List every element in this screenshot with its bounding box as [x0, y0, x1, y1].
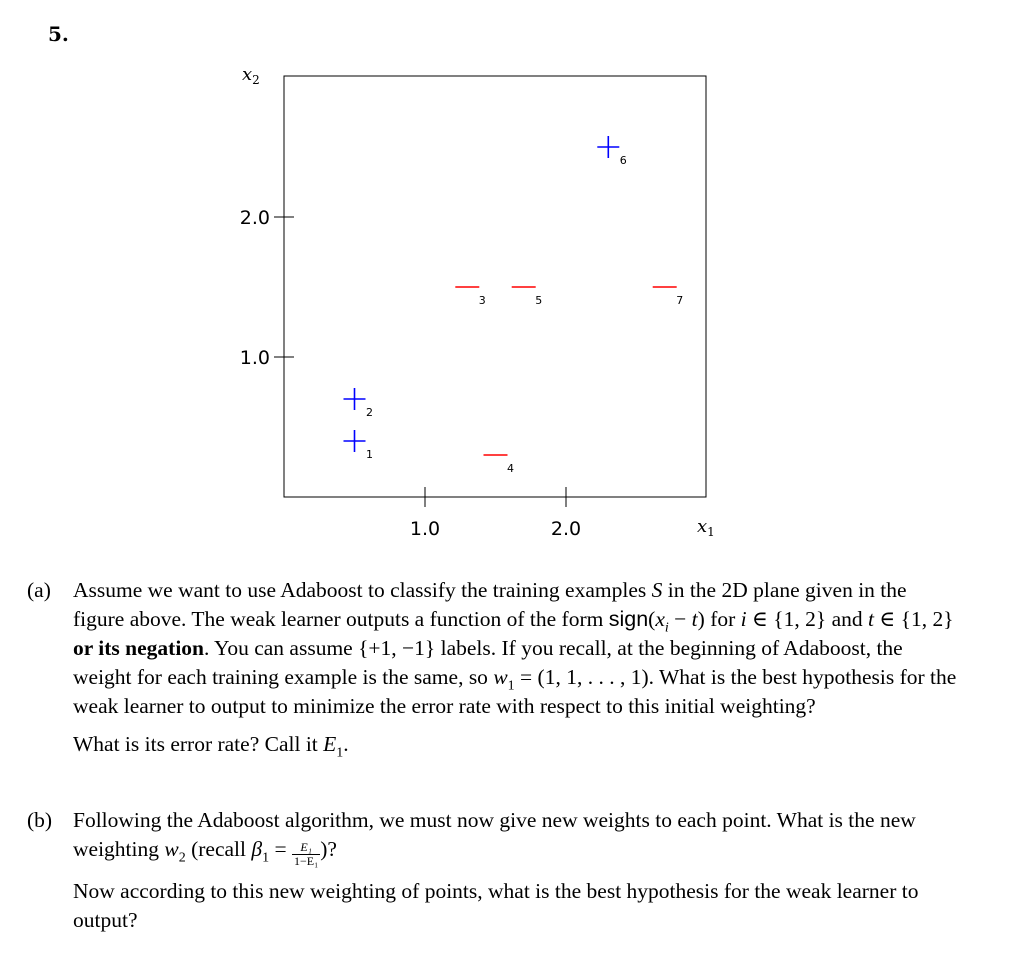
part-b-text-2: (recall — [185, 837, 252, 861]
part-a-text-1: Assume we want to use Adaboost to classify the training examples — [73, 578, 652, 602]
period: . — [343, 732, 349, 756]
set-s: S — [651, 578, 663, 602]
beta-fraction — [292, 841, 320, 868]
point-id-label: 4 — [507, 462, 514, 475]
i-set: ∈ {1, 2} and — [746, 607, 868, 631]
part-a-followup-text: What is its error rate? Call it — [73, 732, 324, 756]
w-subscript: 1 — [507, 678, 515, 694]
fraction-numerator: E₁ — [292, 841, 320, 855]
part-b-followup-text: Now according to this new weighting of points, what is the best hypothesis for the weak learner to output? — [73, 879, 919, 932]
part-a-label: (a) — [27, 578, 51, 602]
point-id-label: 2 — [366, 406, 373, 419]
x-tick-label: 1.0 — [409, 518, 441, 540]
part-a-followup — [73, 730, 957, 759]
w-var: w — [493, 665, 508, 689]
y-axis-label: $x_2$ — [242, 64, 260, 87]
minus-sign: − — [668, 607, 692, 631]
beta-subscript: 1 — [262, 850, 270, 866]
plot-frame — [284, 76, 706, 497]
positive-point — [597, 136, 619, 158]
point-id-label: 6 — [619, 154, 627, 167]
part-a-text-2: in the 2D plane given in the figure above. The weak learner outputs a function of the form — [73, 578, 907, 631]
e-subscript: 1 — [336, 745, 344, 761]
initial-weights: = (1, 1, . . . , 1) — [514, 665, 649, 689]
sign-function: sign — [608, 607, 649, 631]
part-b — [27, 806, 957, 935]
positive-point — [344, 430, 366, 452]
part-b-followup — [73, 877, 957, 935]
equals-sign: = — [269, 837, 292, 861]
part-a — [27, 576, 957, 759]
point-id-label: 7 — [676, 294, 684, 307]
axes — [240, 64, 715, 540]
t-var: t — [691, 607, 698, 631]
w2-var: w — [164, 837, 179, 861]
x-axis-label: $x_1$ — [697, 516, 715, 539]
e-var: E — [323, 732, 337, 756]
x-subscript: i — [664, 620, 669, 636]
data-points — [344, 136, 684, 475]
open-paren: ( — [648, 607, 656, 631]
part-b-text-1: Following the Adaboost algorithm, we must now give new weights to each point. What is the new weighting — [73, 808, 916, 861]
point-id-label: 3 — [478, 294, 486, 307]
point-id-label: 1 — [366, 448, 373, 461]
beta-var: β — [251, 837, 263, 861]
part-b-label: (b) — [27, 808, 53, 832]
w2-subscript: 2 — [178, 850, 186, 866]
t-var-2: t — [868, 607, 874, 631]
y-tick-label: 1.0 — [239, 347, 270, 369]
x-tick-label: 2.0 — [550, 518, 582, 540]
x-var: x — [655, 607, 665, 631]
positive-point — [344, 388, 366, 410]
i-var: i — [740, 607, 747, 631]
t-set: ∈ {1, 2} — [873, 607, 954, 631]
part-b-text-3: )? — [320, 837, 337, 861]
fraction-denominator: 1−E₁ — [293, 854, 319, 868]
question-number: 5. — [48, 22, 69, 46]
part-b-question — [73, 806, 957, 868]
point-id-label: 5 — [535, 294, 543, 307]
y-tick-label: 2.0 — [239, 207, 270, 229]
part-a-text-5: . What is the best hypothesis for the weak learner to output to minimize the error rate with respect to this initial weighting? — [73, 665, 957, 718]
part-a-question — [73, 576, 957, 721]
part-a-text-4: . You can assume {+1, −1} labels. If you recall, at the beginning of Adaboost, the weight for each training example is the same, so — [73, 636, 903, 689]
part-a-text-3: for — [704, 607, 741, 631]
or-its-negation: or its negation — [73, 636, 204, 660]
close-paren: ) — [697, 607, 705, 631]
